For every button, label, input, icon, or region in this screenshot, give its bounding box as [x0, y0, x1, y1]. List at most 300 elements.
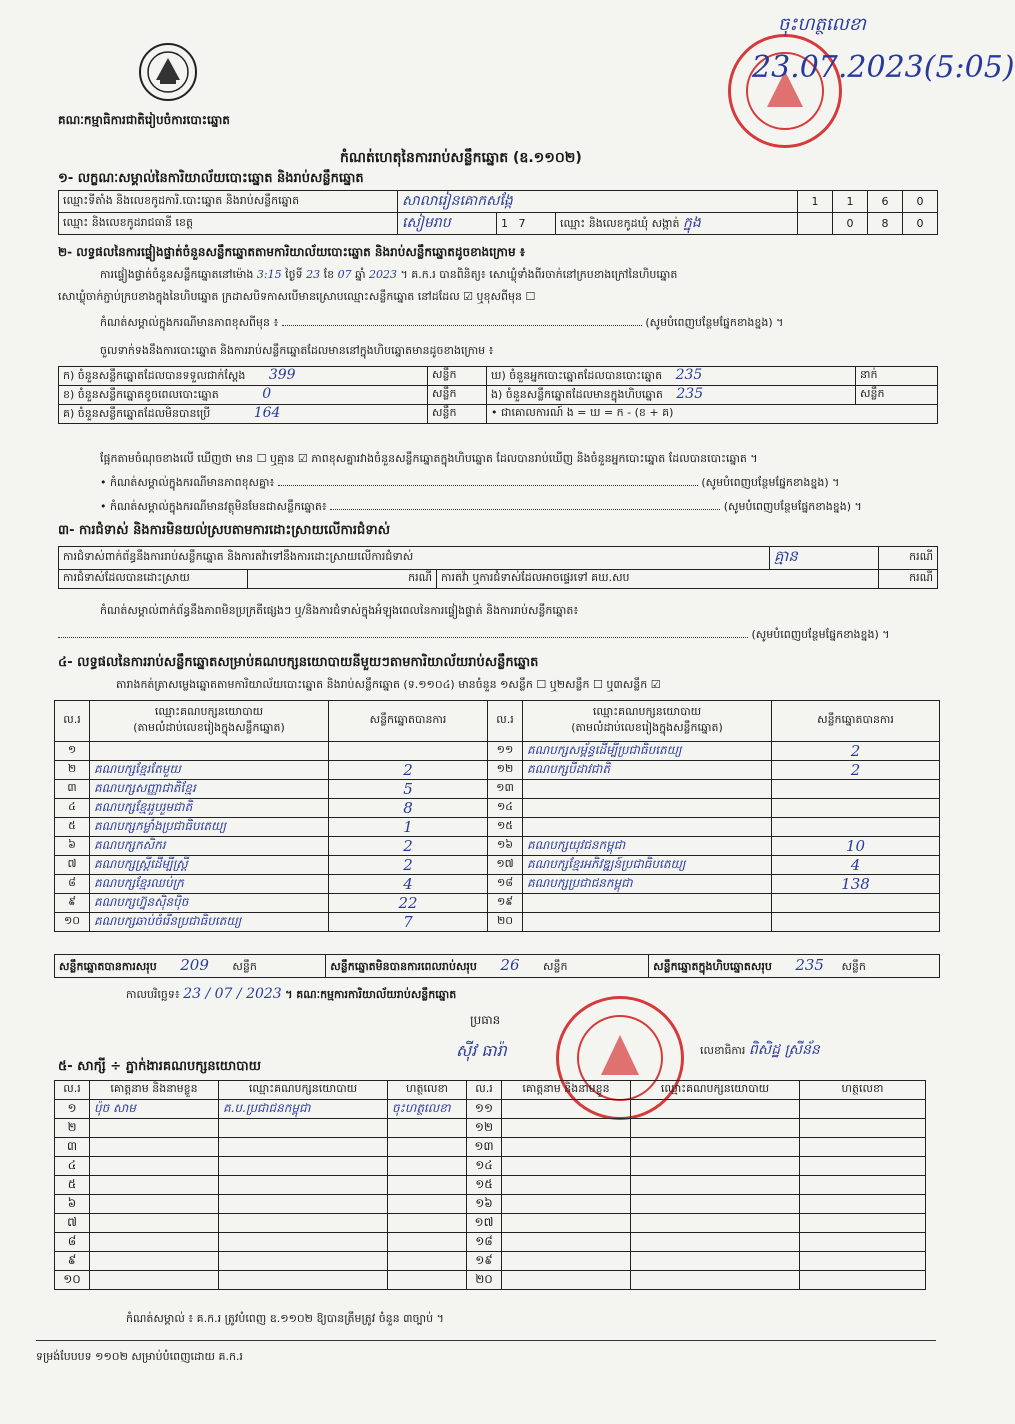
- count-c-cell: [59, 405, 428, 424]
- witness-name: [502, 1233, 631, 1252]
- total-valid-label: សន្លឹកឆ្នោតបានការសរុប: [59, 960, 157, 973]
- row-no: ១០: [55, 913, 90, 932]
- objection-note-line: [58, 628, 890, 644]
- votes-value: 22: [329, 894, 488, 913]
- counts-intro: ចួលទាក់ទងនឹងការបោះឆ្នោត និងការរាប់សន្លឹកឆ្នោតដែលមាននៅក្នុងហិបឆ្នោតមានដូចខាងក្រោម ៖: [100, 344, 494, 357]
- empty-digit: [798, 213, 833, 235]
- col-no: ល.រ: [488, 701, 523, 742]
- row-no: ១៧: [488, 856, 523, 875]
- witness-name: [502, 1176, 631, 1195]
- witness-name: [502, 1119, 631, 1138]
- witness-party: [219, 1271, 388, 1290]
- witness-signature: [800, 1119, 926, 1138]
- totals-table: [54, 954, 940, 978]
- col-no: ល.រ: [55, 1081, 90, 1100]
- row-no: ១៦: [488, 837, 523, 856]
- witness-party: [219, 1195, 388, 1214]
- table-row: [55, 1157, 926, 1176]
- party-name: [523, 913, 772, 932]
- count-c-value: 164: [253, 405, 281, 421]
- witness-party: [219, 1138, 388, 1157]
- fill-hint: (សូមបំពេញបន្ថែមផ្នែកខាងខ្នង) ។: [645, 316, 784, 329]
- row-no: ១៨: [488, 875, 523, 894]
- year-label: ឆ្នាំ: [355, 268, 366, 281]
- party-name: [523, 818, 772, 837]
- witness-signature: [388, 1138, 467, 1157]
- witness-party: [219, 1214, 388, 1233]
- witness-name: [90, 1252, 219, 1271]
- row-no: ៨: [55, 1233, 90, 1252]
- row-no: ៧: [55, 856, 90, 875]
- count-e-label: ង) ចំនួនសន្លឹកឆ្នោតដែលមានក្នុងហិបឆ្នោត: [491, 388, 663, 401]
- witness-party: [219, 1252, 388, 1271]
- stamp-datetime: 23.07.2023(5:05): [752, 50, 1015, 85]
- table-row: [55, 1119, 926, 1138]
- three-sheets-checkbox[interactable]: ☑: [650, 678, 661, 691]
- witness-party: [631, 1233, 800, 1252]
- objection-label: ការជំទាស់ពាក់ព័ន្ធនឹងការរាប់សន្លឹកឆ្នោត និងការតវ៉ាទៅនឹងការដោះស្រាយលើការជំទាស់: [59, 547, 770, 570]
- votes-value: 138: [772, 875, 940, 894]
- col-party: ឈ្មោះគណបក្សនយោបាយ: [219, 1081, 388, 1100]
- total-box-label: សន្លឹកឆ្នោតក្នុងហិបឆ្នោតសរុប: [653, 960, 772, 973]
- party-name: គណបក្សស្ត្រីដើម្បីស្ត្រី: [90, 856, 329, 875]
- table-row: [55, 875, 940, 894]
- witness-name: [502, 1271, 631, 1290]
- secretary-name: ពិសិដ្ឋ ស្រីន័ន: [748, 1042, 820, 1058]
- party-name: គណបក្សហ្វ៊ុនស៊ិនប៉ិច: [90, 894, 329, 913]
- col-no: ល.រ: [467, 1081, 502, 1100]
- table-row: [55, 837, 940, 856]
- count-a-cell: [59, 367, 428, 386]
- code-digit: 6: [868, 191, 903, 213]
- witness-signature: [800, 1271, 926, 1290]
- province-value: សៀមរាប: [398, 213, 497, 235]
- row-no: ១៥: [488, 818, 523, 837]
- witness-signature: [800, 1214, 926, 1233]
- day-label: ថ្ងៃទី: [285, 268, 303, 281]
- witness-table: [54, 1080, 926, 1290]
- col-party-sub: (តាមលំដាប់លេខរៀងក្នុងសន្លឹកឆ្នោត): [133, 721, 285, 734]
- fill-hint: (សូមបំពេញបន្ថែមផ្នែកខាងខ្នង) ។: [751, 628, 890, 641]
- witness-party: [631, 1252, 800, 1271]
- resolved-label: ការជំទាស់ដែលបានដោះស្រាយ: [59, 570, 248, 589]
- footer-divider: [36, 1340, 936, 1341]
- bullet-line-2: [100, 500, 862, 516]
- witness-signature: [800, 1100, 926, 1119]
- witness-signature: [800, 1157, 926, 1176]
- unit-d: នាក់: [856, 367, 938, 386]
- nec-logo: [138, 40, 198, 104]
- row-no: ១៤: [488, 799, 523, 818]
- row-no: ១២: [488, 761, 523, 780]
- col-sign: ហត្ថលេខា: [388, 1081, 467, 1100]
- tally-intro: តារាងកត់ត្រាសម្លេងឆ្នោតតាមការិយាល័យបោះឆ្នោត និងរាប់សន្លឹកឆ្នោត (ទ.១១០៤) មានចំនួន ១សន្លឹក: [116, 678, 533, 691]
- section1-heading: ១- លក្ខណៈសម្គាល់នៃការិយាល័យបោះឆ្នោត និងរាប់សន្លឹកឆ្នោត: [58, 171, 364, 186]
- verify-line-1: [100, 268, 677, 284]
- table-row: [55, 780, 940, 799]
- row-no: ១: [55, 742, 90, 761]
- row-no: ៤: [55, 799, 90, 818]
- count-d-cell: [487, 367, 856, 386]
- col-party: [90, 701, 329, 742]
- row-no: ១៥: [467, 1176, 502, 1195]
- seal-text: សោឃ្លុំចាក់ភ្ជាប់ក្របខាងក្នុងនៃហិបឆ្នោត ក្រដាសបិទកាសបើមានស្រោបឈ្មោះសន្លឹកឆ្នោត នៅដដែល: [58, 290, 460, 303]
- president-signature: ស៊ីវ ធារ៉ា: [456, 1041, 507, 1060]
- changed-text: ឬខុសពីមុន: [476, 290, 522, 303]
- witness-party: [631, 1214, 800, 1233]
- count-a-label: ក) ចំនួនសន្លឹកឆ្នោតដែលបានទទួលជាក់ស្តែង: [63, 369, 246, 382]
- row-no: ១១: [467, 1100, 502, 1119]
- row-no: ៥: [55, 818, 90, 837]
- votes-value: 2: [772, 742, 940, 761]
- count-e-value: 235: [676, 386, 704, 402]
- commune-digit: 0: [903, 213, 938, 235]
- row-no: ៩: [55, 1252, 90, 1271]
- transfer-label: ការតវ៉ា ឬការជំទាស់ដែលអាចផ្ទេរទៅ គឃ.សប: [437, 570, 879, 589]
- three-sheets-text: ឬ៣សន្លឹក: [606, 678, 648, 691]
- table-row: [55, 1100, 926, 1119]
- unit: សន្លឹក: [841, 960, 866, 973]
- province-code: [497, 213, 556, 235]
- row-no: ៣: [55, 780, 90, 799]
- row-no: ៦: [55, 1195, 90, 1214]
- province-code-digit: 7: [518, 217, 526, 230]
- changed-checkbox[interactable]: ☐: [525, 290, 536, 303]
- none-checkbox[interactable]: ☑: [297, 452, 308, 465]
- verify-day: 23: [306, 268, 321, 281]
- verify-year: 2023: [369, 268, 398, 281]
- party-name: គណបក្សសម្ព័ន្ធដើម្បីប្រជាធិបតេយ្យ: [523, 742, 772, 761]
- table-row: [55, 799, 940, 818]
- row-no: ៣: [55, 1138, 90, 1157]
- section2-heading: ២- លទ្ធផលនៃការផ្ទៀងផ្ទាត់ចំនួនសន្លឹកឆ្នោតតាមការិយាល័យបោះឆ្នោត និងរាប់សន្លឹកឆ្នោតដូចខាងក្រោម ៖: [58, 245, 526, 259]
- row-no: ២០: [467, 1271, 502, 1290]
- witness-signature: [800, 1195, 926, 1214]
- row-no: ៥: [55, 1176, 90, 1195]
- votes-value: 2: [329, 837, 488, 856]
- province-label: ឈ្មោះ និងលេខកូដរាជធានី ខេត្ត: [59, 213, 398, 235]
- votes-value: 2: [772, 761, 940, 780]
- votes-value: [772, 799, 940, 818]
- witness-party: [631, 1138, 800, 1157]
- commune-label: ឈ្មោះ និងលេខកូដឃុំ សង្កាត់: [560, 217, 680, 230]
- unit-b: សន្លឹក: [428, 386, 487, 405]
- section4-heading: ៤- លទ្ធផលនៃការរាប់សន្លឹកឆ្នោតសម្រាប់គណបក្សនយោបាយនីមួយៗតាមការិយាល័យរាប់សន្លឹកឆ្នោត: [58, 655, 539, 670]
- date-line: [126, 986, 456, 1004]
- verify-line-2: [58, 290, 535, 306]
- discrepancy-text-b: ឬគ្មាន: [269, 452, 295, 465]
- province-code-digit: 1: [501, 217, 508, 230]
- footnote: កំណត់សម្គាល់ ៖ គ.ក.រ ត្រូវបំពេញ ឧ.១១០២ ឱ្យបានត្រឹមត្រូវ ចំនួន ៣ច្បាប់ ។: [126, 1312, 444, 1325]
- unit-e: សន្លឹក: [856, 386, 938, 405]
- witness-party: [219, 1157, 388, 1176]
- witness-name: [502, 1100, 631, 1119]
- witness-name: [502, 1157, 631, 1176]
- location-label: ឈ្មោះទីតាំង និងលេខកូដការិ.បោះឆ្នោត និងរាប់សន្លឹកឆ្នោត: [59, 191, 398, 213]
- objections-table: [58, 546, 938, 589]
- tally-sheet-line: [116, 678, 661, 694]
- formula: • ជាគោលការណ៍ ង = ឃ = ក - (ខ + គ): [487, 405, 938, 424]
- commune-digit: 0: [833, 213, 868, 235]
- code-digit: 0: [903, 191, 938, 213]
- section3-heading: ៣- ការជំទាស់ និងការមិនយល់ស្របតាមការដោះស្រាយលើការជំទាស់: [58, 523, 390, 538]
- col-party-sub: (តាមលំដាប់លេខរៀងក្នុងសន្លឹកឆ្នោត): [571, 721, 723, 734]
- witness-name: [502, 1214, 631, 1233]
- row-no: ១: [55, 1100, 90, 1119]
- month-label: ខែ: [323, 268, 335, 281]
- row-no: ១៦: [467, 1195, 502, 1214]
- secretary-label: លេខាធិការ: [700, 1044, 746, 1057]
- party-name: [523, 799, 772, 818]
- count-e-cell: [487, 386, 856, 405]
- votes-value: 1: [329, 818, 488, 837]
- witness-signature: [388, 1271, 467, 1290]
- votes-value: 4: [329, 875, 488, 894]
- table-row: [55, 1195, 926, 1214]
- commune-value: ក្នុង: [683, 215, 701, 231]
- witness-name: [90, 1233, 219, 1252]
- row-no: ១៧: [467, 1214, 502, 1233]
- votes-value: [772, 780, 940, 799]
- col-no: ល.រ: [55, 701, 90, 742]
- col-name: គោត្តនាម និងនាមខ្លួន: [502, 1081, 631, 1100]
- party-name: គណបក្សយុវជនកម្ពុជា: [523, 837, 772, 856]
- row-no: ១១: [488, 742, 523, 761]
- table-row: [55, 1233, 926, 1252]
- witness-body: [55, 1100, 926, 1290]
- count-d-label: ឃ) ចំនួនអ្នកបោះឆ្នោតដែលបានបោះឆ្នោត: [491, 369, 663, 382]
- witness-party: [631, 1119, 800, 1138]
- row-no: ២: [55, 761, 90, 780]
- bullet-1: • កំណត់សម្គាល់ក្នុងករណីមានភាពខុសគ្នា៖: [100, 476, 275, 489]
- witness-signature: [800, 1176, 926, 1195]
- diff-note-label: កំណត់សម្គាល់ក្នុងករណីមានភាពខុសពីមុន ៖: [100, 316, 279, 329]
- unit-case: ករណី: [879, 570, 938, 589]
- witness-name: [90, 1271, 219, 1290]
- count-b-cell: [59, 386, 428, 405]
- row-no: ១៩: [488, 894, 523, 913]
- votes-value: [772, 818, 940, 837]
- col-sign: ហត្ថលេខា: [800, 1081, 926, 1100]
- col-party: ឈ្មោះគណបក្សនយោបាយ: [631, 1081, 800, 1100]
- diff-note-line: [100, 316, 950, 332]
- section5-heading: ៥- សាក្សី ÷ ភ្នាក់ងារគណបក្សនយោបាយ: [58, 1059, 261, 1074]
- table-row: [55, 761, 940, 780]
- party-name: គណបក្សខ្មែររួបរួមជាតិ: [90, 799, 329, 818]
- unit-a: សន្លឹក: [428, 367, 487, 386]
- form-title: កំណត់ហេតុនៃការរាប់សន្លឹកឆ្នោត (ឧ.១១០២): [340, 150, 582, 166]
- col-name: គោត្តនាម និងនាមខ្លួន: [90, 1081, 219, 1100]
- total-invalid-value: 26: [500, 956, 520, 974]
- total-box-cell: [649, 955, 940, 978]
- results-body: [55, 742, 940, 932]
- counts-table: [58, 366, 938, 424]
- witness-party: [631, 1195, 800, 1214]
- date-value: 23 / 07 / 2023: [183, 986, 282, 1002]
- count-d-value: 235: [675, 367, 703, 383]
- total-valid-value: 209: [180, 956, 209, 974]
- party-name: [523, 780, 772, 799]
- table-row: [55, 1176, 926, 1195]
- total-invalid-cell: [326, 955, 649, 978]
- bottom-note: ទម្រង់បែបបទ ១១០២ សម្រាប់បំពេញដោយ គ.ក.រ: [36, 1350, 243, 1363]
- row-no: ២០: [488, 913, 523, 932]
- bullet-2: • កំណត់សម្គាល់ក្នុងករណីមានវត្ថុមិនមែនជាសន្លឹកឆ្នោត៖: [100, 500, 327, 513]
- unit-c: សន្លឹក: [428, 405, 487, 424]
- unit: សន្លឹក: [543, 960, 568, 973]
- table-row: [55, 856, 940, 875]
- date-suffix: ។ គណៈកម្មការការិយាល័យរាប់សន្លឹកឆ្នោត: [285, 988, 457, 1001]
- witness-name: [90, 1176, 219, 1195]
- verify-time: 3:15: [256, 268, 282, 281]
- unit-case: ករណី: [248, 570, 437, 589]
- col-party: [523, 701, 772, 742]
- witness-signature: [388, 1157, 467, 1176]
- table-row: [55, 818, 940, 837]
- witness-name: [90, 1195, 219, 1214]
- witness-party: [631, 1271, 800, 1290]
- party-name: គណបក្សកម្លាំងប្រជាធិបតេយ្យ: [90, 818, 329, 837]
- total-valid-cell: [55, 955, 326, 978]
- witness-party: គ.ប.ប្រជាជនកម្ពុជា: [219, 1100, 388, 1119]
- section1-table: [58, 190, 938, 235]
- witness-name: [502, 1252, 631, 1271]
- witness-signature: ចុះហត្ថលេខា: [388, 1100, 467, 1119]
- witness-signature: [800, 1252, 926, 1271]
- verify-text-b: ។ គ.ក.រ បានពិនិត្យ៖ សោឃ្លុំទាំងពីរចាក់នៅក្របខាងក្រៅនៃហិបឆ្នោត: [400, 268, 678, 281]
- witness-name: [90, 1138, 219, 1157]
- witness-signature: [388, 1252, 467, 1271]
- witness-name: ប៉ុច សាម: [90, 1100, 219, 1119]
- count-b-value: 0: [262, 386, 272, 402]
- party-name: គណបក្សខ្មែរឈប់ក្រ: [90, 875, 329, 894]
- fill-hint: (សូមបំពេញបន្ថែមផ្នែកខាងខ្នង) ។: [701, 476, 840, 489]
- corner-signature: ចុះហត្ថលេខា: [778, 14, 866, 35]
- votes-value: 2: [329, 761, 488, 780]
- table-row: [55, 1271, 926, 1290]
- witness-party: [631, 1157, 800, 1176]
- votes-value: 2: [329, 856, 488, 875]
- party-name: គណបក្សឆាប់ចំរើនប្រជាធិបតេយ្យ: [90, 913, 329, 932]
- row-no: ១២: [467, 1119, 502, 1138]
- col-votes: សន្លឹកឆ្នោតបានការ: [329, 701, 488, 742]
- votes-value: [772, 913, 940, 932]
- objection-note: កំណត់សម្គាល់ពាក់ព័ន្ធនឹងភាពមិនប្រក្រតីផ្សេងៗ ឬ/និងការជំទាស់ក្នុងអំឡុងពេលនៃការផ្ទៀងផ្ទាត់ និងការរាប់សន្លឹកឆ្នោត៖: [100, 604, 579, 617]
- row-no: ១៤: [467, 1157, 502, 1176]
- col-party-title: ឈ្មោះគណបក្សនយោបាយ: [592, 705, 702, 718]
- two-sheets-checkbox[interactable]: ☐: [593, 678, 603, 691]
- results-table: [54, 700, 940, 932]
- party-name: គណបក្សបីដាវជាតិ: [523, 761, 772, 780]
- witness-signature: [388, 1233, 467, 1252]
- party-name: [523, 894, 772, 913]
- table-row: [55, 742, 940, 761]
- witness-party: [219, 1233, 388, 1252]
- total-box-value: 235: [795, 956, 824, 974]
- count-c-label: គ) ចំនួនសន្លឹកឆ្នោតដែលមិនបានប្រើ: [63, 407, 211, 420]
- code-digit: 1: [833, 191, 868, 213]
- party-name: គណបក្សខ្មែរអភិវឌ្ឍន៍ប្រជាធិបតេយ្យ: [523, 856, 772, 875]
- verify-month: 07: [337, 268, 352, 281]
- votes-value: 7: [329, 913, 488, 932]
- party-name: គណបក្សកសិករ: [90, 837, 329, 856]
- secretary-line: [700, 1040, 820, 1061]
- two-sheets-text: ឬ២សន្លឹក: [549, 678, 590, 691]
- table-row: [55, 1214, 926, 1233]
- witness-name: [90, 1119, 219, 1138]
- commune-cell: [556, 213, 798, 235]
- table-row: [55, 913, 940, 932]
- commune-digit: 8: [868, 213, 903, 235]
- total-invalid-label: សន្លឹកឆ្នោតមិនបានការពេលរាប់សរុប: [330, 960, 477, 973]
- president-label: ប្រធាន: [470, 1013, 501, 1027]
- fill-hint: (សូមបំពេញបន្ថែមផ្នែកខាងខ្នង) ។: [723, 500, 862, 513]
- have-checkbox[interactable]: ☐: [256, 452, 267, 465]
- count-b-label: ខ) ចំនួនសន្លឹកឆ្នោតខូចពេលបោះឆ្នោត: [63, 388, 219, 401]
- unit: សន្លឹក: [232, 960, 257, 973]
- table-row: [55, 1138, 926, 1157]
- row-no: ៧: [55, 1214, 90, 1233]
- witness-party: [219, 1119, 388, 1138]
- witness-signature: [800, 1138, 926, 1157]
- table-row: [55, 1252, 926, 1271]
- org-name: គណៈកម្មាធិការជាតិរៀបចំការបោះឆ្នោត: [58, 113, 230, 127]
- votes-value: [329, 742, 488, 761]
- row-no: ១៨: [467, 1233, 502, 1252]
- row-no: ១០: [55, 1271, 90, 1290]
- witness-signature: [388, 1176, 467, 1195]
- votes-value: 5: [329, 780, 488, 799]
- witness-signature: [388, 1195, 467, 1214]
- witness-name: [502, 1138, 631, 1157]
- count-a-value: 399: [268, 367, 296, 383]
- votes-value: 10: [772, 837, 940, 856]
- votes-value: 4: [772, 856, 940, 875]
- witness-signature: [800, 1233, 926, 1252]
- witness-signature: [388, 1214, 467, 1233]
- one-sheet-checkbox[interactable]: ☐: [536, 678, 547, 691]
- discrepancy-text-a: ផ្អែកតាមចំណុចខាងលើ ឃើញថា មាន: [100, 452, 254, 465]
- location-value: សាលារៀនគោកសង្កែ: [398, 191, 798, 213]
- col-party-title: ឈ្មោះគណបក្សនយោបាយ: [154, 705, 264, 718]
- row-no: ១៣: [467, 1138, 502, 1157]
- discrepancy-text-c: ភាពខុសគ្នារវាងចំនួនសន្លឹកឆ្នោតក្នុងហិបឆ្នោត ដែលបានរាប់ឃើញ និងចំនួនអ្នកបោះឆ្នោត ដែលបានបោះឆ្នោត ។: [311, 452, 758, 465]
- row-no: ១៩: [467, 1252, 502, 1271]
- witness-name: [502, 1195, 631, 1214]
- date-label: កាលបរិច្ឆេទ៖: [126, 988, 180, 1001]
- witness-party: [219, 1176, 388, 1195]
- witness-party: [631, 1176, 800, 1195]
- party-name: [90, 742, 329, 761]
- table-row: [55, 894, 940, 913]
- witness-name: [90, 1157, 219, 1176]
- unit-case: ករណី: [879, 547, 938, 570]
- witness-signature: [388, 1119, 467, 1138]
- bullet-line-1: [100, 476, 839, 492]
- party-name: គណបក្សសញ្ញាជាតិខ្មែរ: [90, 780, 329, 799]
- same-checkbox[interactable]: ☑: [463, 290, 474, 303]
- party-name: គណបក្សប្រជាជនកម្ពុជា: [523, 875, 772, 894]
- party-name: គណបក្សខ្មែរតែមួយ: [90, 761, 329, 780]
- code-digit: 1: [798, 191, 833, 213]
- row-no: ១៣: [488, 780, 523, 799]
- votes-value: [772, 894, 940, 913]
- row-no: ២: [55, 1119, 90, 1138]
- col-votes: សន្លឹកឆ្នោតបានការ: [772, 701, 940, 742]
- row-no: ៤: [55, 1157, 90, 1176]
- row-no: ៨: [55, 875, 90, 894]
- witness-name: [90, 1214, 219, 1233]
